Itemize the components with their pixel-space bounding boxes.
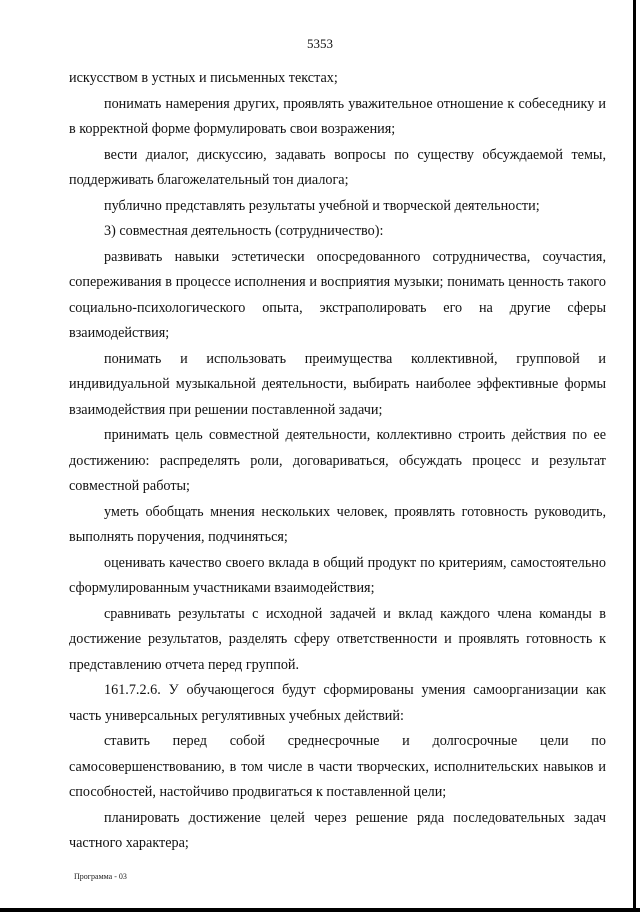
section-heading: 3) совместная деятельность (сотрудничество): xyxy=(104,223,384,239)
document-body xyxy=(69,66,606,857)
paragraph: развивать навыки эстетически опосредованного сотрудничества, соучастия, сопереживания в процессе исполнения и восприятия музыки; понимать ценность такого социально-психологического опыта, экстраполировать его на другие сферы взаимодействия; xyxy=(69,248,606,341)
paragraph: публично представлять результаты учебной и творческой деятельности; xyxy=(104,197,540,214)
paragraph-continuation: искусством в устных и письменных текстах; xyxy=(69,70,338,86)
paragraph: ставить перед собой среднесрочные и долгосрочные цели по самосовершенствованию, в том числе в части творческих, исполнительских навыков и способностей, настойчиво продвигаться к поставленной цели; xyxy=(69,733,606,800)
scan-border-right xyxy=(633,0,636,912)
paragraph: сравнивать результаты с исходной задачей и вклад каждого члена команды в достижение результатов, разделять сферу ответственности и проявлять готовность к представлению отчета перед группой. xyxy=(69,605,606,673)
paragraph: планировать достижение целей через решение ряда последовательных задач частного характера; xyxy=(69,809,606,851)
paragraph: вести диалог, дискуссию, задавать вопросы по существу обсуждаемой темы, поддерживать благожелательный тон диалога; xyxy=(69,146,606,188)
paragraph: принимать цель совместной деятельности, коллективно строить действия по ее достижению: распределять роли, договариваться, обсуждать процесс и результат совместной работы; xyxy=(69,427,606,494)
paragraph: уметь обобщать мнения нескольких человек, проявлять готовность руководить, выполнять поручения, подчиняться; xyxy=(69,503,606,545)
paragraph: понимать и использовать преимущества коллективной, групповой и индивидуальной музыкальной деятельности, выбирать наиболее эффективные формы взаимодействия при решении поставленной задачи; xyxy=(69,350,606,418)
paragraph: понимать намерения других, проявлять уважительное отношение к собеседнику и в корректной форме формулировать свои возражения; xyxy=(69,95,606,137)
page-number: 5353 xyxy=(307,36,333,51)
paragraph: оценивать качество своего вклада в общий продукт по критериям, самостоятельно сформулированным участниками взаимодействия; xyxy=(69,554,606,596)
footer-label: Программа - 03 xyxy=(74,872,127,881)
scan-border-bottom xyxy=(0,908,640,912)
clause-heading: 161.7.2.6. У обучающегося будут сформированы умения самоорганизации как часть универсальных регулятивных учебных действий: xyxy=(69,682,606,724)
